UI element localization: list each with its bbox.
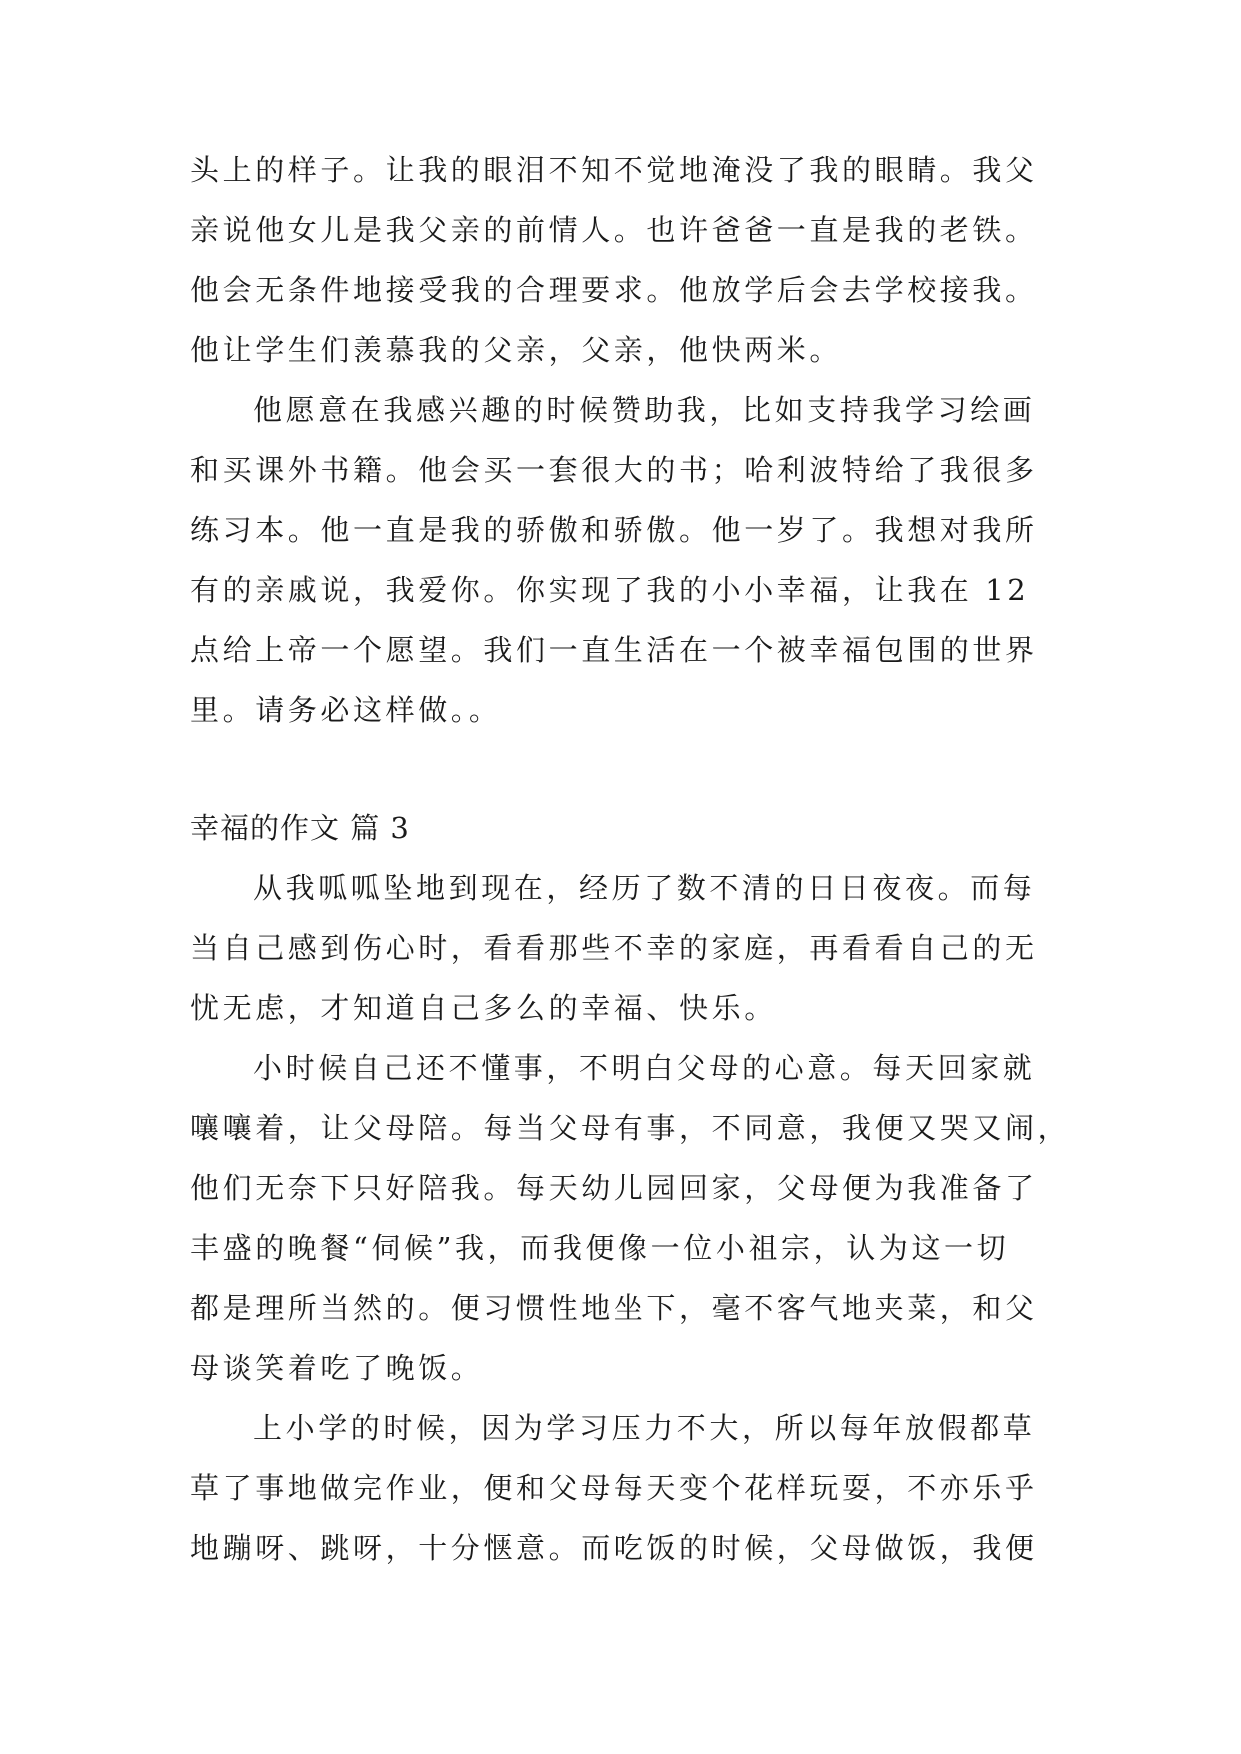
paragraph-line: 小时候自己还不懂事，不明白父母的心意。每天回家就: [253, 1051, 1036, 1085]
paragraph-line: 当自己感到伤心时，看看那些不幸的家庭，再看看自己的无: [190, 931, 1038, 965]
paragraph-line: 和买课外书籍。他会买一套很大的书；哈利波特给了我很多: [190, 453, 1038, 487]
paragraph-line: 亲说他女儿是我父亲的前情人。也许爸爸一直是我的老铁。: [190, 213, 1038, 247]
paragraph-line: 他会无条件地接受我的合理要求。他放学后会去学校接我。: [190, 273, 1038, 307]
paragraph-line: 他们无奈下只好陪我。每天幼儿园回家，父母便为我准备了: [190, 1171, 1038, 1205]
paragraph-line: 丰盛的晚餐“伺候”我，而我便像一位小祖宗，认为这一切: [190, 1231, 1010, 1265]
paragraph-line: 点给上帝一个愿望。我们一直生活在一个被幸福包围的世界: [190, 633, 1038, 667]
paragraph-line: 从我呱呱坠地到现在，经历了数不清的日日夜夜。而每: [253, 871, 1036, 905]
paragraph-line: 地蹦呀、跳呀，十分惬意。而吃饭的时候，父母做饭，我便: [190, 1531, 1038, 1565]
paragraph-line: 里。请务必这样做。。: [190, 693, 502, 727]
paragraph-line: 头上的样子。让我的眼泪不知不觉地淹没了我的眼睛。我父: [190, 153, 1038, 187]
paragraph-line: 草了事地做完作业，便和父母每天变个花样玩耍，不亦乐乎: [190, 1471, 1038, 1505]
paragraph-line: 有的亲戚说，我爱你。你实现了我的小小幸福，让我在 12: [190, 573, 1030, 607]
paragraph-line: 嚷嚷着，让父母陪。每当父母有事，不同意，我便又哭又闹，: [190, 1111, 1071, 1145]
paragraph-line: 上小学的时候，因为学习压力不大，所以每年放假都草: [253, 1411, 1036, 1445]
paragraph-line: 忧无虑，才知道自己多么的幸福、快乐。: [190, 991, 777, 1025]
paragraph-line: 练习本。他一直是我的骄傲和骄傲。他一岁了。我想对我所: [190, 513, 1038, 547]
paragraph-line: 他愿意在我感兴趣的时候赞助我，比如支持我学习绘画: [253, 393, 1036, 427]
paragraph-line: 母谈笑着吃了晚饭。: [190, 1351, 484, 1385]
section-heading: 幸福的作文 篇 3: [190, 811, 410, 845]
paragraph-line: 都是理所当然的。便习惯性地坐下，毫不客气地夹菜，和父: [190, 1291, 1038, 1325]
paragraph-line: 他让学生们羡慕我的父亲，父亲，他快两米。: [190, 333, 843, 367]
